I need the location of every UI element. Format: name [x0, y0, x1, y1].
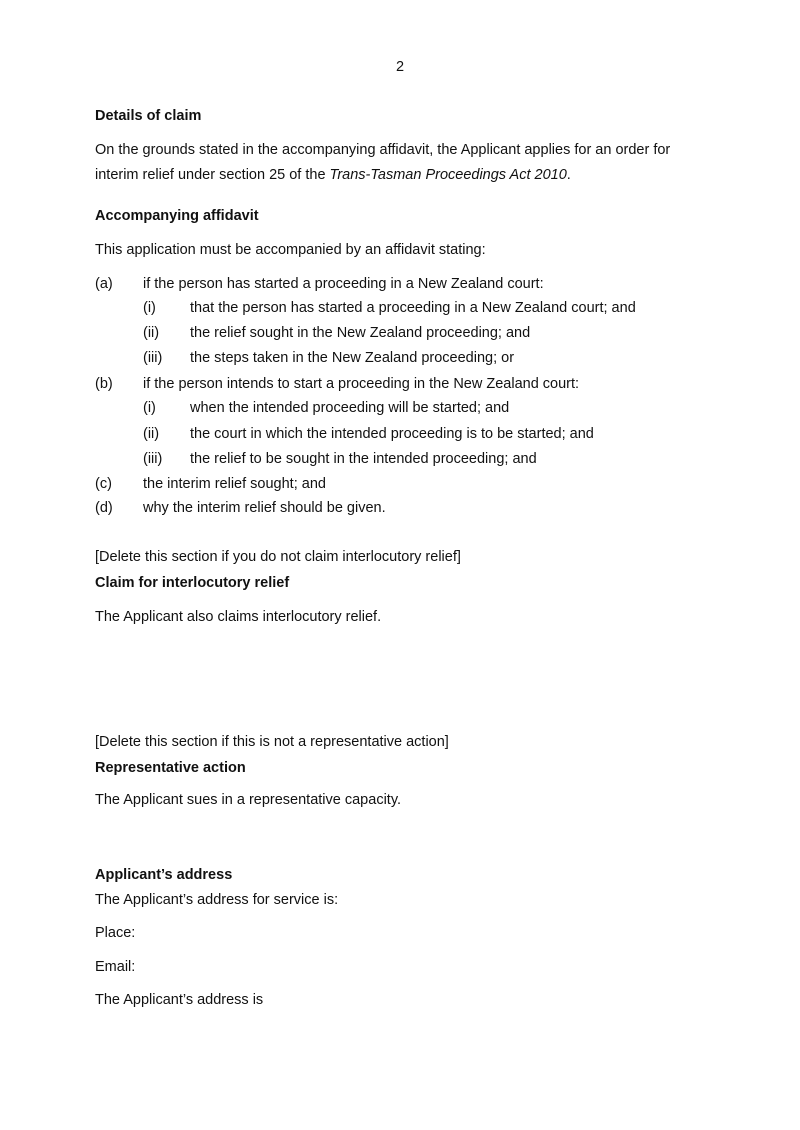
interlocutory-text: The Applicant also claims interlocutory relief. [95, 609, 382, 625]
sublist-item-text-b-i: when the intended proceeding will be started; and [190, 400, 510, 416]
sublist-item-text-b-iii: the relief to be sought in the intended proceeding; and [190, 451, 537, 467]
sublist-item-label-a-ii: (ii) [143, 325, 160, 341]
list-item-text-d: why the interim relief should be given. [143, 500, 386, 516]
act-title: Trans-Tasman Proceedings Act 2010 [329, 167, 567, 183]
address-service-line: The Applicant’s address for service is: [95, 892, 339, 908]
list-item-label-a: (a) [95, 276, 113, 292]
list-item-label-c: (c) [95, 476, 112, 492]
sublist-item-label-b-i: (i) [143, 400, 156, 416]
list-item-label-b: (b) [95, 376, 113, 392]
details-line2-suffix: . [566, 167, 571, 183]
address-line: The Applicant’s address is [95, 992, 264, 1008]
affidavit-heading: Accompanying affidavit [95, 208, 259, 224]
sublist-item-text-b-ii: the court in which the intended proceeding is to be started; and [190, 426, 594, 442]
sublist-item-text-a-i: that the person has started a proceeding in a New Zealand court; and [190, 300, 636, 316]
list-item-text-a: if the person has started a proceeding in a New Zealand court: [143, 276, 544, 292]
address-email-label: Email: [95, 959, 136, 975]
interlocutory-note: [Delete this section if you do not claim interlocutory relief] [95, 549, 461, 565]
list-item-label-d: (d) [95, 500, 113, 516]
details-paragraph-line1: On the grounds stated in the accompanying affidavit, the Applicant applies for an order for [95, 142, 671, 158]
sublist-item-text-a-ii: the relief sought in the New Zealand proceeding; and [190, 325, 531, 341]
list-item-text-b: if the person intends to start a proceeding in the New Zealand court: [143, 376, 580, 392]
details-line2-prefix: interim relief under section 25 of the [95, 167, 330, 183]
details-heading: Details of claim [95, 108, 202, 124]
representative-heading: Representative action [95, 760, 246, 776]
address-heading: Applicant’s address [95, 867, 233, 883]
sublist-item-label-b-iii: (iii) [143, 451, 163, 467]
representative-text: The Applicant sues in a representative capacity. [95, 792, 402, 808]
sublist-item-label-a-i: (i) [143, 300, 156, 316]
sublist-item-label-a-iii: (iii) [143, 350, 163, 366]
sublist-item-text-a-iii: the steps taken in the New Zealand proceeding; or [190, 350, 515, 366]
address-place-label: Place: [95, 925, 136, 941]
representative-note: [Delete this section if this is not a representative action] [95, 734, 449, 750]
interlocutory-heading: Claim for interlocutory relief [95, 575, 290, 591]
affidavit-intro: This application must be accompanied by an affidavit stating: [95, 242, 486, 258]
list-item-text-c: the interim relief sought; and [143, 476, 326, 492]
details-paragraph-line2 [95, 165, 571, 185]
page-number: 2 [395, 59, 405, 75]
sublist-item-label-b-ii: (ii) [143, 426, 160, 442]
